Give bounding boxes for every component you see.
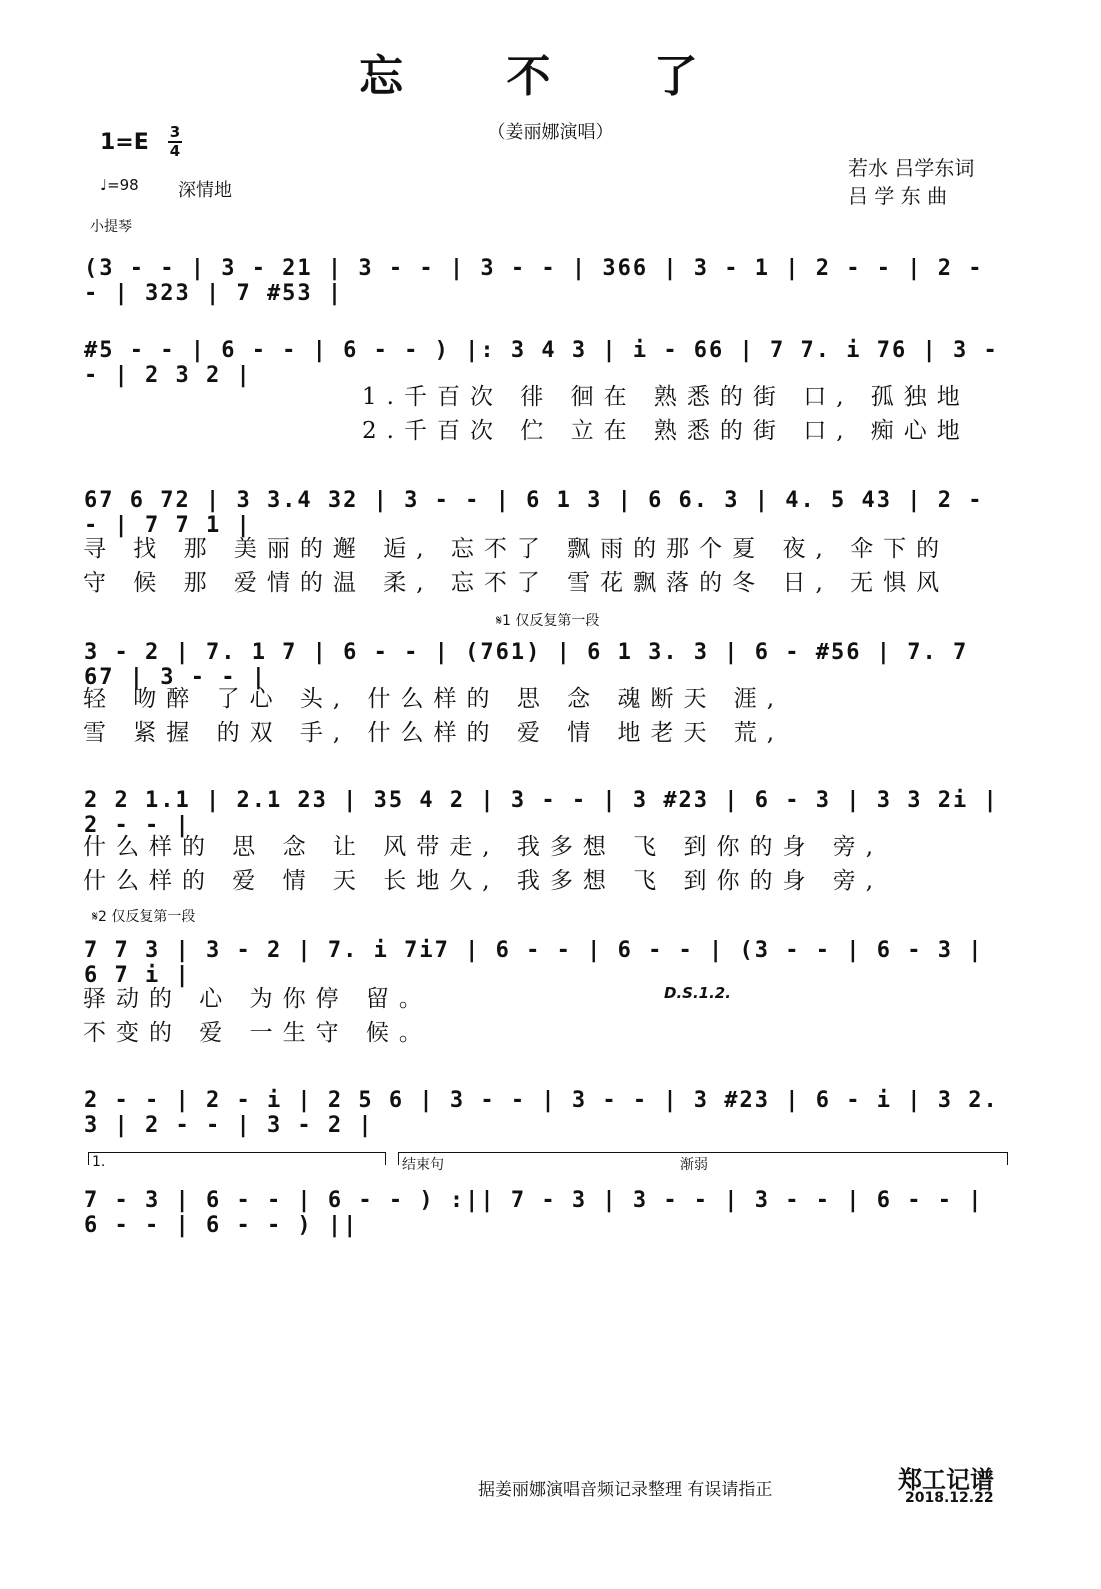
lyricist-credit: 若水 吕学东词 [848, 156, 975, 180]
transcription-note: 据姜丽娜演唱音频记录整理 有误请指正 [478, 1480, 773, 1500]
staff-line-8 [80, 1180, 1010, 1238]
segno-2-mark: 𝄋2 仅反复第一段 [92, 909, 196, 925]
singer-credit: （姜丽娜演唱） [487, 122, 614, 143]
lyric-verse-2: 雪 紧握 的双 手, 什么样的 爱 情 地老天 荒, [83, 720, 785, 746]
segno-1-mark: 𝄋1 仅反复第一段 [496, 613, 600, 629]
instrument-label: 小提琴 [90, 219, 132, 235]
staff-line-7 [80, 1080, 1010, 1138]
expression-marking: 深情地 [178, 180, 232, 201]
time-signature-bottom: 4 [169, 142, 181, 160]
composer-credit: 吕 学 东 曲 [848, 184, 948, 208]
song-title: 忘 不 了 [359, 51, 742, 102]
volta-1-bracket [88, 1152, 386, 1165]
notation-row: 2 - - | 2 - i | 2 5 6 | 3 - - | 3 - - | 3 #23 | 6 - i | 3 2. 3 | 2 - - | 3 - 2 | [84, 1088, 999, 1138]
lyric-verse-1: 1.千百次 徘 徊在 熟悉的街 口, 孤独地 [362, 384, 970, 410]
lyric-verse-1: 寻 找 那 美丽的邂 逅, 忘不了 飘雨的那个夏 夜, 伞下的 [83, 536, 950, 562]
staff-line-1 [80, 248, 1010, 306]
staff-line-5 [80, 780, 1010, 838]
tempo-marking: ♩=98 [100, 176, 139, 194]
lyric-verse-2: 守 候 那 爱情的温 柔, 忘不了 雪花飘落的冬 日, 无惧风 [83, 570, 950, 596]
lyric-verse-1: 轻 吻醉 了心 头, 什么样的 思 念 魂断天 涯, [83, 686, 785, 712]
notation-row: 3 - 2 | 7. 1 7 | 6 - - | (761) | 6 1 3. 3 | 6 - #56 | 7. 7 67 | 3 - - | [84, 640, 969, 690]
lyric-verse-2: 不变的 爱 一生守 候。 [83, 1020, 432, 1046]
time-signature [168, 124, 182, 160]
lyric-verse-1: 驿动的 心 为你停 留。 [83, 986, 432, 1012]
staff-line-4 [80, 632, 1010, 690]
notation-row: 7 - 3 | 6 - - | 6 - - ) :|| 7 - 3 | 3 - - | 3 - - | 6 - - | 6 - - | 6 - - ) || [84, 1188, 984, 1238]
key-signature: 1=E [100, 130, 149, 155]
volta-1-label: 1. [92, 1154, 106, 1170]
staff-line-6 [80, 930, 1010, 988]
ending-label: 结束句 [402, 1157, 444, 1173]
notation-row: 67 6 72 | 3 3.4 32 | 3 - - | 6 1 3 | 6 6. 3 | 4. 5 43 | 2 - - | 7 7 1 | [84, 488, 984, 538]
notation-row: (3 - - | 3 - 21 | 3 - - | 3 - - | 366 | 3 - 1 | 2 - - | 2 - - | 323 | 7 #53 | [84, 256, 984, 306]
notation-row: 7 7 3 | 3 - 2 | 7. i 7i7 | 6 - - | 6 - - | (3 - - | 6 - 3 | 6 7 i | [84, 938, 984, 988]
notation-row: #5 - - | 6 - - | 6 - - ) |: 3 4 3 | i - 66 | 7 7. i 76 | 3 - - | 2 3 2 | [84, 338, 999, 388]
lyric-verse-2: 2.千百次 伫 立在 熟悉的街 口, 痴心地 [362, 418, 970, 444]
transcription-date: 2018.12.22 [905, 1490, 994, 1506]
lyric-verse-2: 什么样的 爱 情 天 长地久, 我多想 飞 到你的身 旁, [83, 868, 884, 894]
transcriber-signature: 郑工记谱 [898, 1466, 994, 1494]
diminuendo-label: 渐弱 [680, 1157, 708, 1173]
staff-line-3 [80, 480, 1010, 538]
notation-row: 2 2 1.1 | 2.1 23 | 35 4 2 | 3 - - | 3 #23 | 6 - 3 | 3 3 2i | 2 - - | [84, 788, 999, 838]
staff-line-2 [80, 330, 1010, 388]
dal-segno-mark: D.S.1.2. [664, 984, 731, 1002]
lyric-verse-1: 什么样的 思 念 让 风带走, 我多想 飞 到你的身 旁, [83, 834, 884, 860]
time-signature-top: 3 [169, 123, 181, 141]
